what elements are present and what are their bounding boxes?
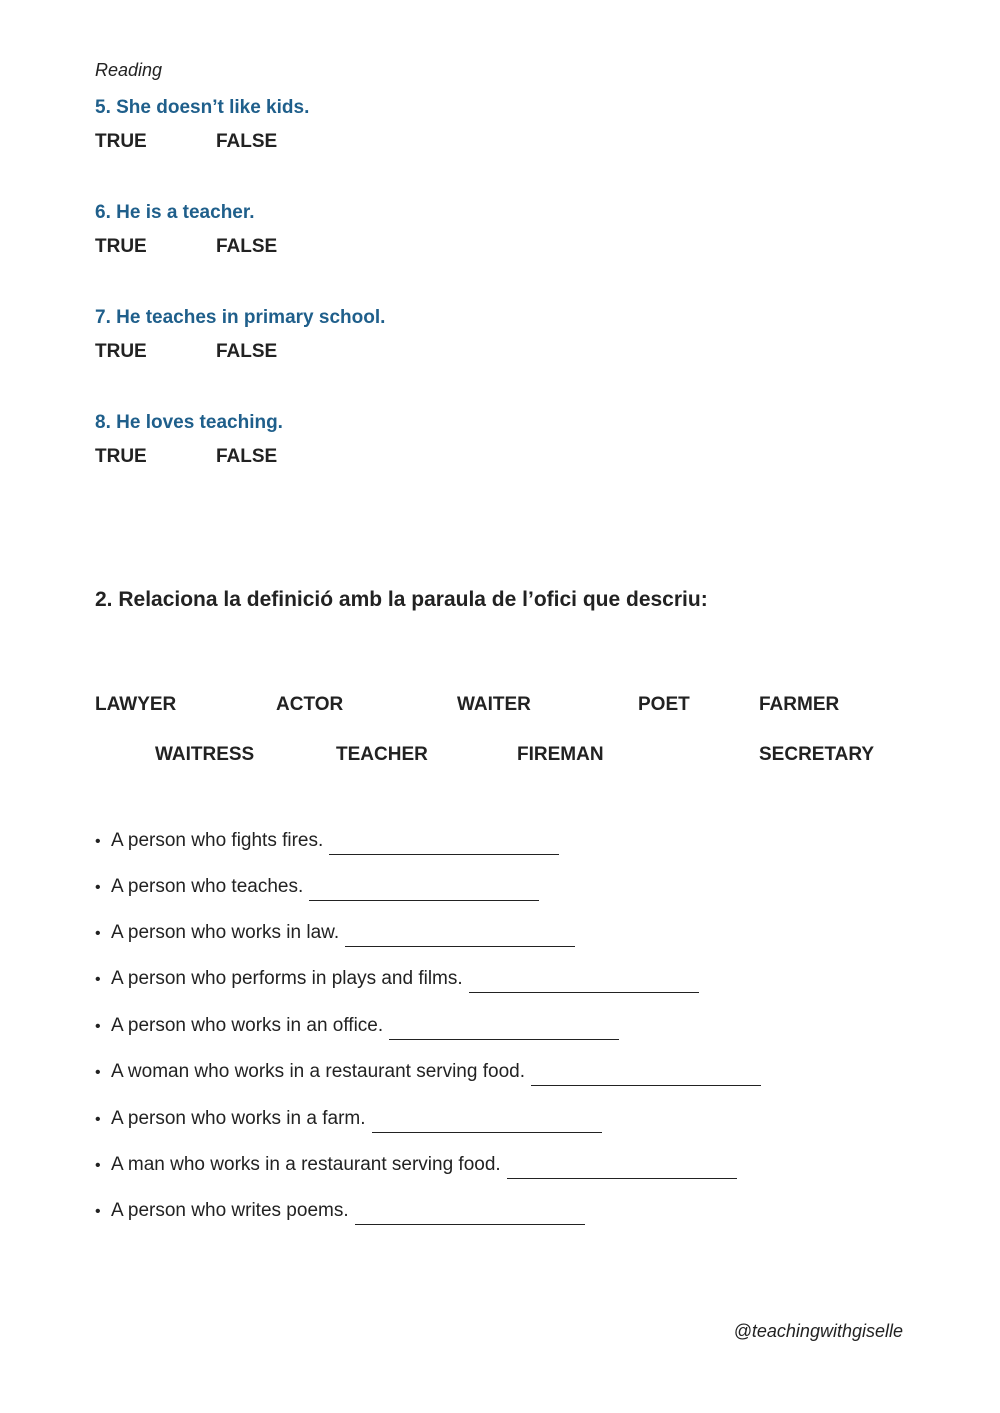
definition-item (95, 968, 699, 993)
answer-blank[interactable] (389, 1019, 619, 1040)
answer-blank[interactable] (329, 834, 559, 855)
bullet-icon: • (95, 1111, 101, 1128)
question-7-false-option[interactable]: FALSE (216, 341, 278, 362)
exercise-title: 2. Relaciona la definició amb la paraula de l’ofici que descriu: (95, 588, 708, 611)
word-bank-item: TEACHER (336, 744, 428, 765)
question-6: 6. He is a teacher. (95, 202, 255, 223)
definition-item (95, 1200, 585, 1225)
definition-item (95, 1108, 602, 1133)
bullet-icon: • (95, 971, 101, 988)
definition-text: A person who works in a farm. (111, 1108, 366, 1129)
definition-text: A woman who works in a restaurant serving food. (111, 1061, 525, 1082)
author-credit: @teachingwithgiselle (733, 1321, 903, 1341)
answer-blank[interactable] (309, 880, 539, 901)
word-bank-item: FIREMAN (517, 744, 604, 765)
word-bank-item: ACTOR (276, 694, 344, 715)
question-8-true-option[interactable]: TRUE (95, 446, 147, 467)
question-6-false-option[interactable]: FALSE (216, 236, 278, 257)
answer-blank[interactable] (507, 1158, 737, 1179)
question-7: 7. He teaches in primary school. (95, 307, 386, 328)
word-bank-item: LAWYER (95, 694, 177, 715)
question-6-true-option[interactable]: TRUE (95, 236, 147, 257)
section-label: Reading (95, 60, 163, 80)
question-8: 8. He loves teaching. (95, 412, 283, 433)
word-bank-item: SECRETARY (759, 744, 875, 765)
word-bank-item: POET (638, 694, 690, 715)
answer-blank[interactable] (372, 1112, 602, 1133)
definition-item (95, 876, 539, 901)
question-7-true-option[interactable]: TRUE (95, 341, 147, 362)
definition-item (95, 1015, 619, 1040)
definition-item (95, 922, 575, 947)
definition-item (95, 1061, 761, 1086)
definition-item (95, 1154, 737, 1179)
question-8-false-option[interactable]: FALSE (216, 446, 278, 467)
question-5-true-option[interactable]: TRUE (95, 131, 147, 152)
definition-text: A person who performs in plays and films. (111, 968, 463, 989)
definition-text: A person who teaches. (111, 876, 304, 897)
word-bank-item: WAITER (457, 694, 531, 715)
definition-text: A person who fights fires. (111, 830, 324, 851)
word-bank-item: WAITRESS (155, 744, 255, 765)
question-5-false-option[interactable]: FALSE (216, 131, 278, 152)
bullet-icon: • (95, 1018, 101, 1035)
definition-text: A person who writes poems. (111, 1200, 349, 1221)
bullet-icon: • (95, 925, 101, 942)
answer-blank[interactable] (531, 1065, 761, 1086)
bullet-icon: • (95, 1203, 101, 1220)
definition-item (95, 830, 559, 855)
answer-blank[interactable] (355, 1204, 585, 1225)
bullet-icon: • (95, 1157, 101, 1174)
bullet-icon: • (95, 1064, 101, 1081)
definition-text: A person who works in law. (111, 922, 340, 943)
answer-blank[interactable] (345, 926, 575, 947)
question-5: 5. She doesn’t like kids. (95, 97, 310, 118)
bullet-icon: • (95, 833, 101, 850)
definition-text: A person who works in an office. (111, 1015, 384, 1036)
word-bank-item: FARMER (759, 694, 840, 715)
definition-text: A man who works in a restaurant serving food. (111, 1154, 501, 1175)
bullet-icon: • (95, 879, 101, 896)
answer-blank[interactable] (469, 972, 699, 993)
